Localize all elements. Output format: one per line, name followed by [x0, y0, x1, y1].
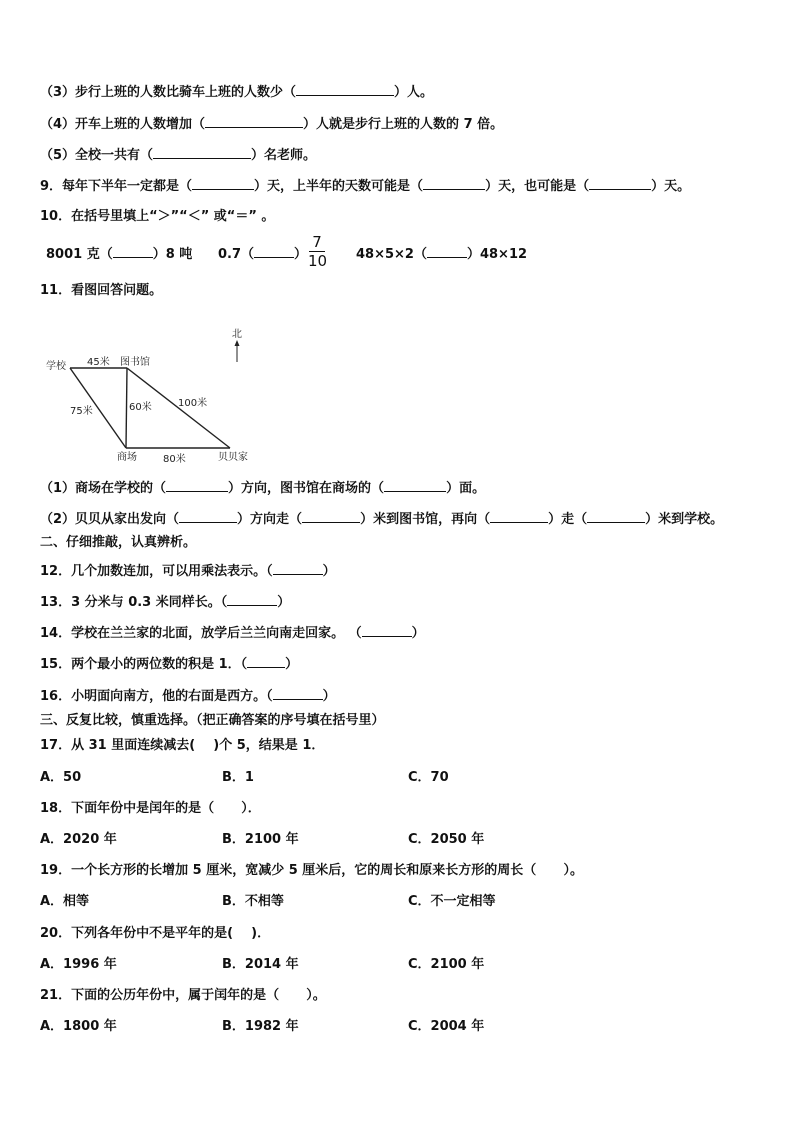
answer-blank[interactable]: [273, 562, 323, 575]
question-11-2: （2）贝贝从家出发向（ ）方向走（ ）米到图书馆，再向（ ）走（ ）米到学校。: [40, 512, 724, 527]
option-a[interactable]: A．50: [40, 770, 82, 785]
distance-school-mall: 75米: [70, 406, 93, 417]
option-a[interactable]: A．2020 年: [40, 832, 117, 847]
answer-blank[interactable]: [423, 177, 485, 190]
place-mall: 商场: [117, 452, 137, 463]
answer-blank[interactable]: [384, 479, 446, 492]
answer-blank[interactable]: [179, 510, 237, 523]
question-8-3: （3）步行上班的人数比骑车上班的人数少（ ）人。: [40, 85, 434, 100]
answer-blank[interactable]: [113, 245, 153, 258]
compare-item-2: 0.7（ ）: [218, 247, 308, 262]
option-b[interactable]: B．1982 年: [222, 1019, 299, 1034]
answer-blank[interactable]: [587, 510, 645, 523]
option-c[interactable]: C．2004 年: [408, 1019, 485, 1034]
answer-blank[interactable]: [427, 245, 467, 258]
option-a[interactable]: A．1800 年: [40, 1019, 117, 1034]
answer-blank[interactable]: [205, 115, 303, 128]
compare-item-1: 8001 克（ ）8 吨: [46, 247, 193, 262]
option-b[interactable]: B．1: [222, 770, 254, 785]
section-3-heading: 三、反复比较，慎重选择。（把正确答案的序号填在括号里）: [40, 713, 385, 728]
answer-blank[interactable]: [296, 83, 394, 96]
question-20: 20．下列各年份中不是平年的是( )．: [40, 926, 271, 941]
answer-blank[interactable]: [302, 510, 360, 523]
answer-blank[interactable]: [227, 593, 277, 606]
option-c[interactable]: C．2100 年: [408, 957, 485, 972]
answer-blank[interactable]: [192, 177, 254, 190]
fraction-denominator: 10: [308, 252, 328, 270]
question-14: 14．学校在兰兰家的北面，放学后兰兰向南走回家。 （ ）: [40, 626, 425, 641]
answer-blank[interactable]: [247, 655, 285, 668]
question-19: 19．一个长方形的长增加 5 厘米，宽减少 5 厘米后，它的周长和原来长方形的周长（ ）。: [40, 863, 583, 878]
distance-library-mall: 60米: [129, 402, 152, 413]
question-9: 9．每年下半年一定都是（ ）天，上半年的天数可能是（ ）天，也可能是（ ）天。: [40, 179, 691, 194]
option-c[interactable]: C．70: [408, 770, 449, 785]
question-16: 16．小明面向南方，他的右面是西方。（ ）: [40, 689, 336, 704]
question-10: 10．在括号里填上“＞”“＜” 或“＝” 。: [40, 209, 275, 224]
option-b[interactable]: B．2100 年: [222, 832, 299, 847]
section-2-heading: 二、仔细推敲，认真辨析。: [40, 535, 197, 550]
option-c[interactable]: C．2050 年: [408, 832, 485, 847]
question-8-5: （5）全校一共有（ ）名老师。: [40, 148, 317, 163]
answer-blank[interactable]: [166, 479, 228, 492]
question-21: 21．下面的公历年份中，属于闰年的是（ ）。: [40, 988, 326, 1003]
compare-item-3: 48×5×2（ ）48×12: [356, 247, 528, 262]
question-18: 18．下面年份中是闰年的是（ ）．: [40, 801, 261, 816]
answer-blank[interactable]: [490, 510, 548, 523]
fraction-seven-tenths: [308, 233, 326, 270]
question-11-1: （1）商场在学校的（ ）方向，图书馆在商场的（ ）面。: [40, 481, 486, 496]
question-17: 17．从 31 里面连续减去( )个 5，结果是 1．: [40, 738, 325, 753]
distance-school-library: 45米: [87, 357, 110, 368]
distance-library-home: 100米: [178, 398, 208, 409]
place-library: 图书馆: [120, 357, 150, 368]
answer-blank[interactable]: [153, 146, 251, 159]
question-13: 13．3 分米与 0.3 米同样长。（ ）: [40, 595, 291, 610]
question-15: 15．两个最小的两位数的积是 1．（ ）: [40, 657, 299, 672]
answer-blank[interactable]: [589, 177, 651, 190]
answer-blank[interactable]: [254, 245, 294, 258]
option-a[interactable]: A．1996 年: [40, 957, 117, 972]
route-map-figure: [40, 322, 280, 467]
question-8-4: （4）开车上班的人数增加（ ）人就是步行上班的人数的 7 倍。: [40, 117, 504, 132]
answer-blank[interactable]: [362, 624, 412, 637]
fraction-numerator: 7: [312, 233, 322, 251]
distance-mall-home: 80米: [163, 454, 186, 465]
question-12: 12．几个加数连加，可以用乘法表示。（ ）: [40, 564, 336, 579]
option-c[interactable]: C．不一定相等: [408, 894, 496, 909]
question-11: 11．看图回答问题。: [40, 283, 163, 298]
place-school: 学校: [46, 361, 66, 372]
north-label: 北: [232, 329, 242, 340]
option-b[interactable]: B．不相等: [222, 894, 284, 909]
option-a[interactable]: A．相等: [40, 894, 90, 909]
route-library-mall: [126, 368, 127, 448]
answer-blank[interactable]: [273, 687, 323, 700]
north-arrowhead-icon: [235, 340, 240, 346]
place-home: 贝贝家: [218, 452, 248, 463]
option-b[interactable]: B．2014 年: [222, 957, 299, 972]
